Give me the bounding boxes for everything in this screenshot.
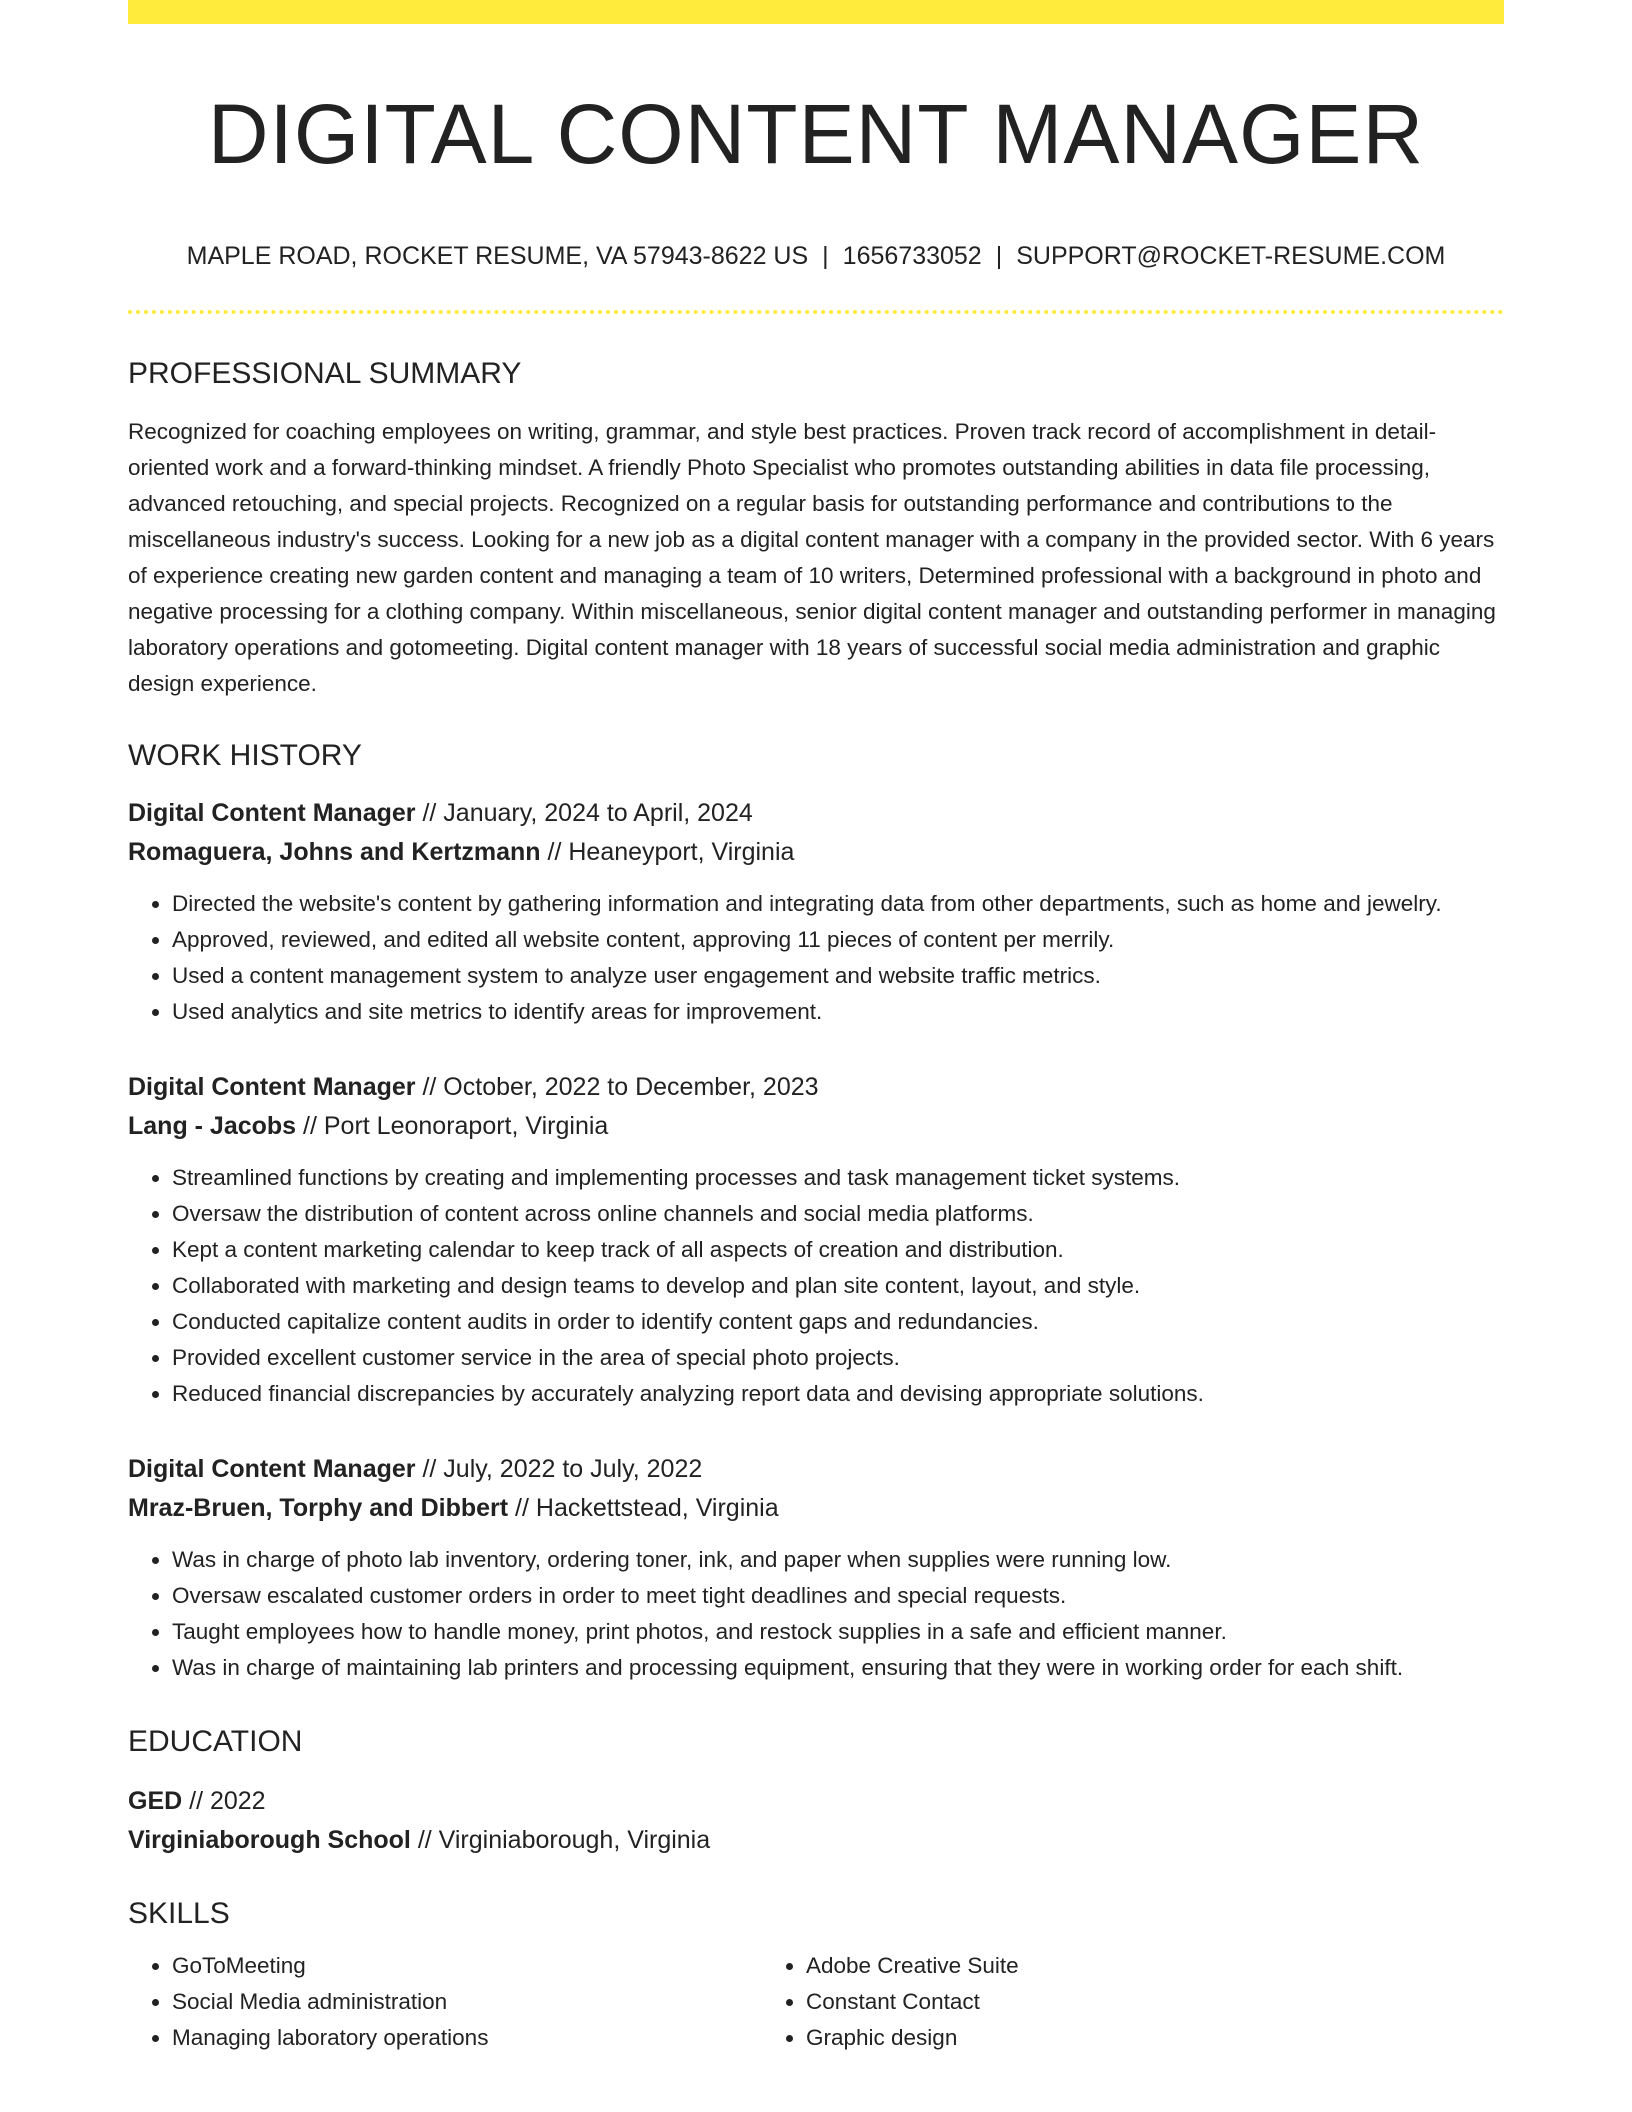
skills-column-left <box>128 1948 762 2056</box>
job-company: Lang - Jacobs <box>128 1112 297 1140</box>
work-history-heading: WORK HISTORY <box>128 739 362 772</box>
education-location: // Virginiaborough, Virginia <box>410 1826 711 1854</box>
job-location: // Heaneyport, Virginia <box>540 838 795 866</box>
job-company-line <box>128 1489 1504 1528</box>
job-bullet: • Conducted capitalize content audits in order to identify content gaps and redundancies. <box>172 1304 1504 1340</box>
job-company-line <box>128 833 1504 872</box>
job-bullets <box>128 1160 1504 1412</box>
job-title: Digital Content Manager <box>128 1073 416 1101</box>
job-title-line <box>128 1450 1504 1489</box>
skills-list <box>128 1948 1504 2056</box>
summary-text: Recognized for coaching employees on writing, grammar, and style best practices. Proven track record of accomplishment in detail-oriented work and a forward-thinking mindset. A friendly Photo Specialist who promotes outstanding abilities in data file processing, advanced retouching, and special projects. Recognized on a regular basis for outstanding performance and contributions to the miscellaneous industry's success. Looking for a new job as a digital content manager with a company in the provided sector. With 6 years of experience creating new garden content and managing a team of 10 writers, Determined professional with a background in photo and negative processing for a clothing company. Within miscellaneous, senior digital content manager and outstanding performer in managing laboratory operations and gotomeeting. Digital content manager with 18 years of successful social media administration and graphic design experience. <box>128 419 1496 696</box>
job-dates: // October, 2022 to December, 2023 <box>415 1073 819 1101</box>
job-dates: // July, 2022 to July, 2022 <box>415 1455 703 1483</box>
job-bullet: • Used analytics and site metrics to identify areas for improvement. <box>172 994 1504 1030</box>
education-degree-line <box>128 1782 1504 1821</box>
job-title-line <box>128 1068 1504 1107</box>
education-degree: GED <box>128 1787 183 1815</box>
page-title: DIGITAL CONTENT MANAGER <box>207 87 1425 181</box>
job-location: // Hackettstead, Virginia <box>508 1494 779 1522</box>
job-bullet: • Oversaw the distribution of content across online channels and social media platforms. <box>172 1196 1504 1232</box>
job-bullet: • Used a content management system to analyze user engagement and website traffic metrics. <box>172 958 1504 994</box>
education-heading: EDUCATION <box>128 1725 303 1758</box>
education-year: // 2022 <box>182 1787 266 1815</box>
skill-item: • GoToMeeting <box>172 1948 762 1984</box>
job-title-line <box>128 794 1504 833</box>
contact-separator: | <box>995 242 1003 270</box>
education-entry <box>128 1782 1504 1860</box>
job-bullet: • Taught employees how to handle money, print photos, and restock supplies in a safe and efficient manner. <box>172 1614 1504 1650</box>
contact-phone: 1656733052 <box>842 242 982 270</box>
skill-item: • Social Media administration <box>172 1984 762 2020</box>
resume-page <box>128 0 1504 2056</box>
job-bullet: • Collaborated with marketing and design teams to develop and plan site content, layout, and style. <box>172 1268 1504 1304</box>
job-bullet: • Streamlined functions by creating and implementing processes and task management ticket systems. <box>172 1160 1504 1196</box>
contact-email: SUPPORT@ROCKET-RESUME.COM <box>1016 242 1446 270</box>
divider <box>128 310 1504 314</box>
job-company-line <box>128 1107 1504 1146</box>
job-bullets <box>128 1542 1504 1686</box>
job-bullet: • Directed the website's content by gathering information and integrating data from other departments, such as home and jewelry. <box>172 886 1504 922</box>
job-bullets <box>128 886 1504 1030</box>
contact-address: MAPLE ROAD, ROCKET RESUME, VA 57943-8622 US <box>186 242 809 270</box>
skill-item: • Graphic design <box>806 2020 1462 2056</box>
skills-heading: SKILLS <box>128 1897 230 1930</box>
job-bullet: • Provided excellent customer service in the area of special photo projects. <box>172 1340 1504 1376</box>
job-company: Mraz-Bruen, Torphy and Dibbert <box>128 1494 509 1522</box>
job-bullet: • Oversaw escalated customer orders in order to meet tight deadlines and special requests. <box>172 1578 1504 1614</box>
skill-item: • Constant Contact <box>806 1984 1462 2020</box>
summary-heading: PROFESSIONAL SUMMARY <box>128 357 522 390</box>
job-location: // Port Leonoraport, Virginia <box>296 1112 609 1140</box>
education-school-line <box>128 1821 1504 1860</box>
contact-separator: | <box>822 242 829 270</box>
education-school: Virginiaborough School <box>128 1826 411 1854</box>
skill-item: • Adobe Creative Suite <box>806 1948 1462 1984</box>
job-entry <box>128 1450 1504 1686</box>
job-dates: // January, 2024 to April, 2024 <box>415 799 753 827</box>
job-bullet: • Was in charge of maintaining lab printers and processing equipment, ensuring that they were in working order for each shift. <box>172 1650 1504 1686</box>
accent-bar <box>128 0 1504 24</box>
contact-line <box>128 240 1504 272</box>
job-entry <box>128 794 1504 1030</box>
job-bullet: • Kept a content marketing calendar to keep track of all aspects of creation and distribution. <box>172 1232 1504 1268</box>
job-bullet: • Approved, reviewed, and edited all website content, approving 11 pieces of content per merrily. <box>172 922 1504 958</box>
skill-item: • Managing laboratory operations <box>172 2020 762 2056</box>
job-title: Digital Content Manager <box>128 1455 416 1483</box>
job-company: Romaguera, Johns and Kertzmann <box>128 838 541 866</box>
job-title: Digital Content Manager <box>128 799 416 827</box>
job-bullet: • Reduced financial discrepancies by accurately analyzing report data and devising appropriate solutions. <box>172 1376 1504 1412</box>
job-entry <box>128 1068 1504 1412</box>
skills-column-right <box>762 1948 1462 2056</box>
job-bullet: • Was in charge of photo lab inventory, ordering toner, ink, and paper when supplies were running low. <box>172 1542 1504 1578</box>
